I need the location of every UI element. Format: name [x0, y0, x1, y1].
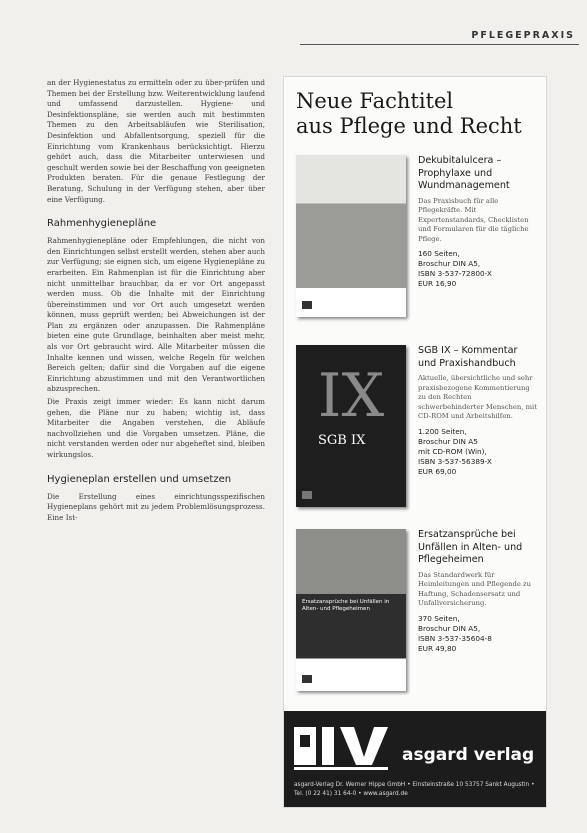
book-description: Das Standardwerk für Heimleitungen und Pflegende zu Haftung, Schadensersatz und Unfallversicherung. [418, 570, 531, 608]
section-header: PFLEGEPRAXIS [471, 30, 575, 41]
book-specs [418, 427, 538, 477]
book-pages: 370 Seiten, [418, 613, 460, 623]
book-info [418, 345, 538, 477]
article-paragraph: an der Hygienestatus zu ermitteln oder zu über-prüfen und Themen bei der Erstellung bzw. Weiterentwicklung laufend und umfassend darzustellen. Hygiene- und Desinfektionspläne, sie werden auch mit bestimmten Themen zu den Arbeitsabläufen wie Sterilisation, Desinfektion und Abfallentsorgung, speziell für die Einrichtung vom Krankenhaus berücksichtigt. Hierzu gehört auch, dass die Mitarbeiter unterwiesen und geschult werden sowie bei der Beschaffung von geeigneten Produkten beraten. Für die genaue Festlegung der Beratung, Schulung in der Verfügung stehen, aber über eine Verfügung. [47, 78, 265, 204]
book-title: Ersatzansprüche bei Unfällen in Alten- und Pflegeheimen [418, 529, 523, 565]
ad-title-line: aus Pflege und Recht [296, 114, 522, 138]
publisher-logo-icon [302, 491, 312, 499]
book-advertisement [283, 76, 547, 808]
cover-roman-numeral: IX [317, 361, 385, 431]
publisher-address: asgard-Verlag Dr. Werner Hippe GmbH • Einsteinstraße 10 53757 Sankt Augustin • Tel. (0 22 41) 31 64-0 • www.asgard.de [294, 782, 535, 797]
book-isbn: ISBN 3-537-72800-X [418, 269, 492, 279]
book-format: Broschur DIN A5, [418, 623, 481, 633]
cover-title: SGB IX [318, 433, 366, 448]
book-price: EUR 49,80 [418, 643, 457, 653]
book-title: Dekubitalulcera – Prophylaxe und Wundmanagement [418, 155, 510, 191]
publisher-banner [284, 711, 546, 807]
ad-title [296, 89, 536, 139]
book-price: EUR 69,00 [418, 466, 457, 476]
publisher-name: asgard verlag [402, 745, 535, 765]
asgard-logo-icon [294, 721, 394, 773]
header-rule [300, 44, 579, 45]
book-format: Broschur DIN A5, [418, 259, 481, 269]
book-isbn: ISBN 3-537-56389-X [418, 456, 492, 466]
article-heading: Rahmenhygienepläne [47, 218, 157, 230]
ad-title-line: Neue Fachtitel [296, 89, 454, 113]
book-description: Das Praxisbuch für alle Pflegekräfte. Mit Expertenstandards, Checklisten und Formularen für die tägliche Pflege. [418, 196, 529, 243]
book-cover [296, 155, 406, 317]
publisher-logo-icon [302, 301, 312, 309]
book-extra: mit CD-ROM (Win), [418, 446, 487, 456]
article-heading: Hygieneplan erstellen und umsetzen [47, 473, 232, 485]
article-paragraph: Rahmenhygienepläne oder Empfehlungen, die nicht von den Einrichtungen selbst erstellt werden, stehen aber auch zur Verfügung; sie eignen sich, um eigene Hygienepläne zu erarbeiten. Ein Rahmenplan ist für die Einrichtung aber nicht unmittelbar brauchbar, da er vor Ort angepasst werden muss. Ob die Inhalte mit der Einrichtung übereinstimmen und vor Ort auch umgesetzt werden können, muss geprüft werden; bei Abweichungen ist der Plan zu ergänzen oder anzupassen. Die Rahmenpläne bieten eine gute Grundlage, beinhalten aber meist mehr, als vor Ort gebraucht wird. Alle Mitarbeiter müssen die Inhalte kennen und wissen, welche Regeln für welchen Bereich gelten; dafür sind die Vorgaben auf die eigene Einrichtung abzustimmen und mit den Verantwortlichen abzusprechen. [47, 236, 265, 394]
book-pages: 160 Seiten, [418, 249, 460, 259]
book-cover [296, 345, 406, 507]
article-column [47, 78, 265, 523]
book-specs [418, 614, 538, 654]
article-paragraph: Die Erstellung eines einrichtungsspezifischen Hygieneplans gehört mit zu jedem Problemlösungsprozess. Eine Ist- [47, 491, 265, 522]
book-format: Broschur DIN A5 [418, 436, 478, 446]
cover-title: Ersatzansprüche bei Unfällen in Alten- und Pflegeheimen [302, 599, 390, 612]
book-title: SGB IX – Kommentar und Praxishandbuch [418, 345, 518, 369]
book-description: Aktuelle, übersichtliche und sehr praxisbezogene Kommentierung zu den Rechten schwerbehinderter Menschen, mit CD-ROM und Arbeitshilfen. [418, 374, 537, 421]
book-info [418, 155, 538, 289]
publisher-logo-icon [302, 675, 312, 683]
book-cover [296, 529, 406, 691]
article-paragraph: Die Praxis zeigt immer wieder: Es kann nicht darum gehen, die Pläne nur zu haben; wichtig ist, dass Mitarbeiter die Angaben verstehen, die Abläufe nachvollziehen und die Vorgaben umsetzen. Pläne, die nicht verstanden werden oder nur abgeheftet sind, bleiben wirkungslos. [47, 397, 265, 459]
book-specs [418, 249, 538, 289]
book-isbn: ISBN 3-537-35604-8 [418, 633, 492, 643]
book-price: EUR 16,90 [418, 279, 457, 289]
book-pages: 1.200 Seiten, [418, 426, 467, 436]
book-info [418, 529, 538, 654]
